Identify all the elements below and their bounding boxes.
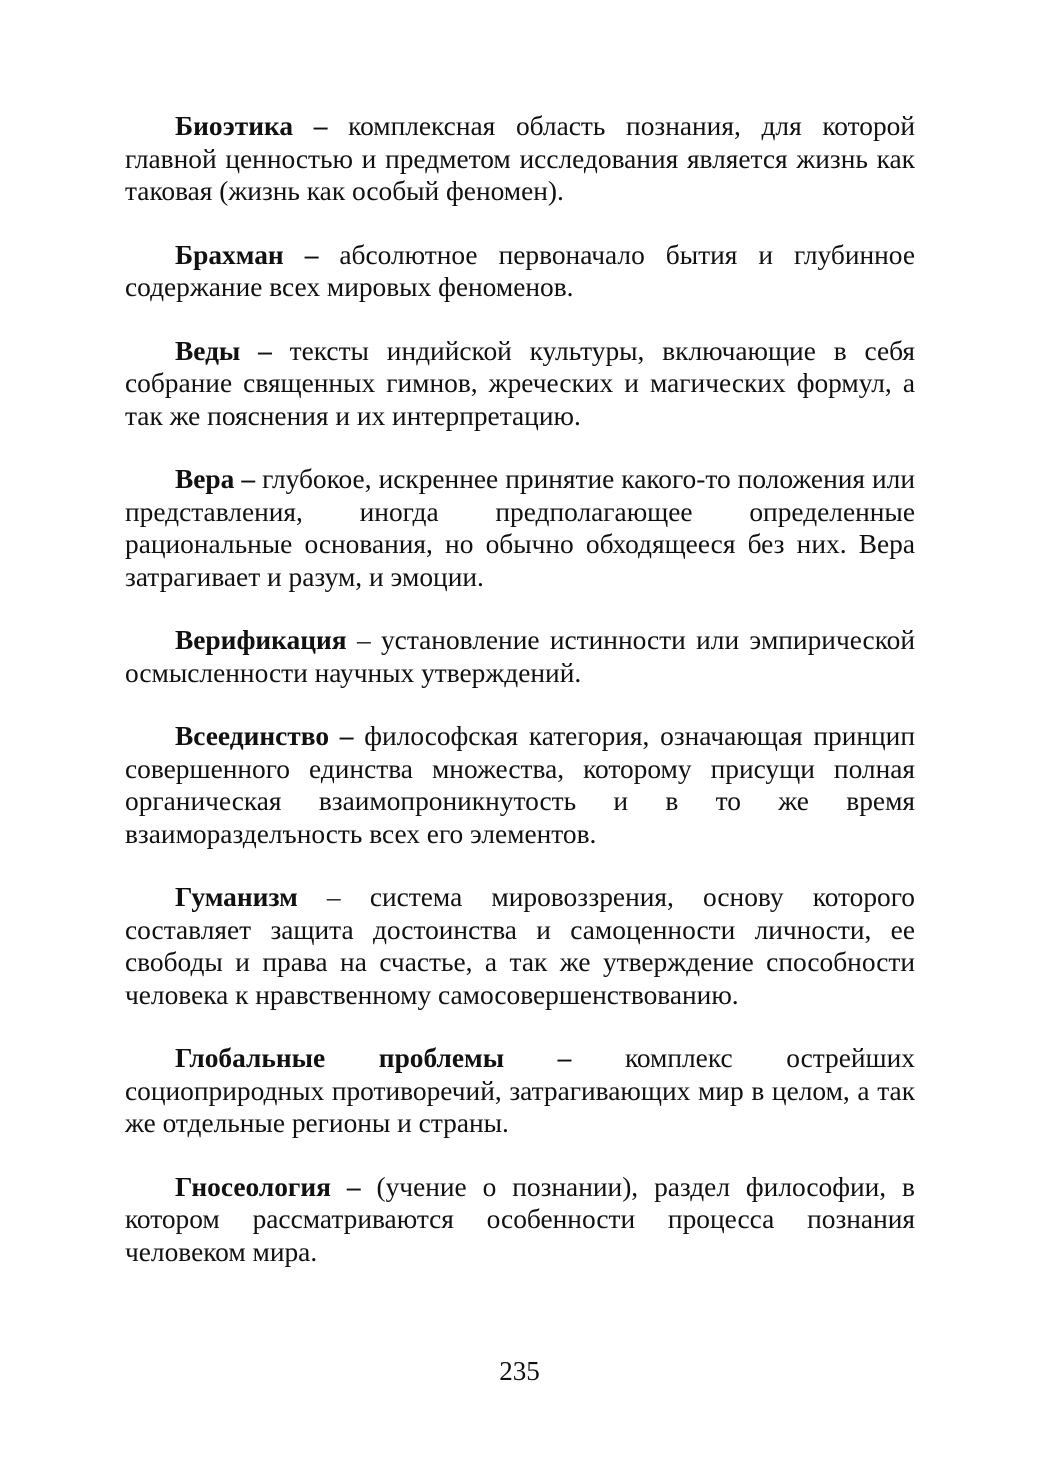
entry-term: Гуманизм [175,882,298,912]
glossary-entry-brahman [125,239,915,304]
entry-term: Глобальные проблемы – [175,1043,572,1073]
entry-definition: – система мировоззрения, основу которого составляет защита достоинства и самоценности личности, ее свободы и права на счастье, а так же утверждение способности человека к нравственному самосовершенствованию. [125,882,915,1010]
entry-term: Веды – [175,335,272,366]
entry-definition: комплекс острейших социоприродных противоречий, затрагивающих мир в целом, а так же отдельные регионы и страны. [125,1043,916,1138]
entry-term: Всеединство – [175,721,354,751]
entry-term: Вера – [175,464,256,494]
glossary-page [125,110,915,1299]
entry-definition: абсолютное первоначало бытия и глубинное содержание всех мировых феноменов. [125,239,915,302]
entry-definition: тексты индийской культуры, включающие в себя собрание священных гимнов, жреческих и магических формул, а так же пояснения и их интерпретацию. [125,335,915,431]
entry-term: Верификация [175,625,347,655]
entry-definition: комплексная область познания, для которой главной ценностью и предметом исследования является жизнь как таковая (жизнь как особый феномен). [125,111,915,206]
glossary-entry-gnoseology [125,1171,915,1269]
glossary-entry-vedas [125,335,915,433]
glossary-entry-global-problems [125,1042,915,1140]
entry-term: Брахман – [175,239,319,270]
entry-term: Биоэтика – [175,111,328,141]
entry-definition: философская категория, означающая принцип совершенного единства множества, которому присущи полная органическая взаимопроникнутость и в то же время взаиморазделъность всех его элементов. [125,721,915,849]
glossary-entry-verification [125,624,915,689]
entry-definition: (учение о познании), раздел философии, в котором рассматриваются особенности процесса познания человеком мира. [125,1171,915,1267]
entry-definition: глубокое, искреннее принятие какого-то положения или представления, иногда предполагающее определенные рациональные основания, но обычно обходящееся без них. Вера затрагивает и разум, и эмоции. [125,464,915,592]
glossary-entry-humanism [125,881,915,1011]
glossary-entry-bioethics [125,110,915,208]
entry-term: Гносеология – [175,1171,361,1202]
page-number: 235 [499,1356,540,1386]
glossary-entry-faith [125,463,915,593]
glossary-entry-all-unity [125,720,915,850]
entry-definition: – установление истинности или эмпирической осмысленности научных утверждений. [125,625,915,688]
